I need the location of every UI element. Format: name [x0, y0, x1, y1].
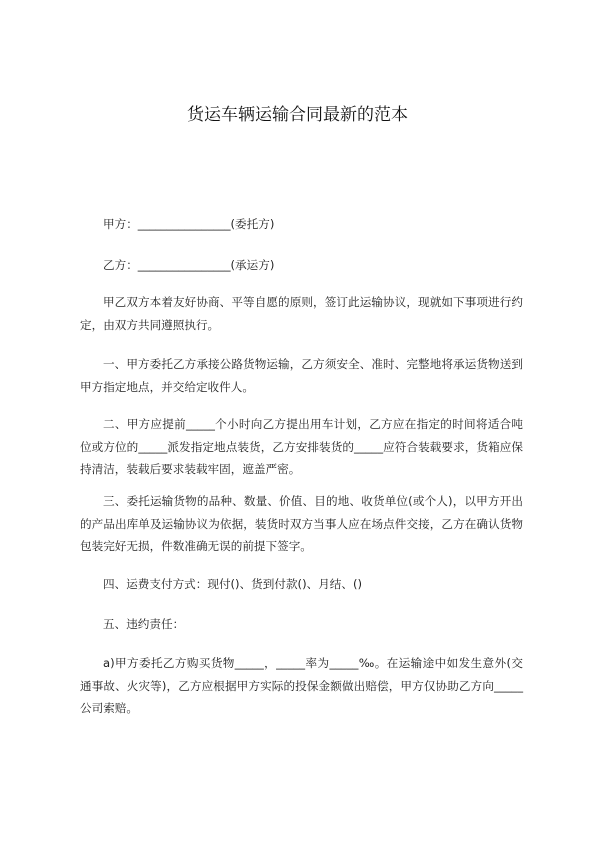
party-a-line: 甲方：________________(委托方) — [103, 217, 275, 231]
clause-5a-paragraph: a)甲方委托乙方购买货物_____，_____率为_____‰。在运输途中如发生意外(交通事故、火灾等)，乙方应根据甲方实际的投保金额做出赔偿，甲方仅协助乙方向_____公司索赔。 — [80, 656, 523, 715]
clause-1-paragraph: 一、甲方委托乙方承接公路货物运输，乙方须安全、准时、完整地将承运货物送到甲方指定地点，并交给定收件人。 — [80, 357, 523, 394]
intro-paragraph: 甲乙双方本着友好协商、平等自愿的原则，签订此运输协议，现就如下事项进行约定，由双方共同遵照执行。 — [80, 295, 523, 332]
clause-2-paragraph: 二、甲方应提前_____个小时向乙方提出用车计划，乙方应在指定的时间将适合吨位或方位的_____派发指定地点装货，乙方安排装货的_____应符合装载要求，货箱应保持清洁，装载后要求装载牢固，遮盖严密。 — [80, 417, 523, 476]
clause-5-heading: 五、违约责任： — [103, 617, 185, 631]
clause-3-paragraph: 三、委托运输货物的品种、数量、价值、目的地、收货单位(或个人)，以甲方开出的产品出库单及运输协议为依据，装货时双方当事人应在场点件交接，乙方在确认货物包装完好无损，件数准确无误的前提下签字。 — [80, 494, 523, 553]
party-b-line: 乙方：________________(承运方) — [103, 258, 275, 272]
document-title: 货运车辆运输合同最新的范本 — [187, 105, 408, 125]
clause-4-paragraph: 四、运费支付方式：现付()、货到付款()、月结、() — [103, 577, 363, 591]
